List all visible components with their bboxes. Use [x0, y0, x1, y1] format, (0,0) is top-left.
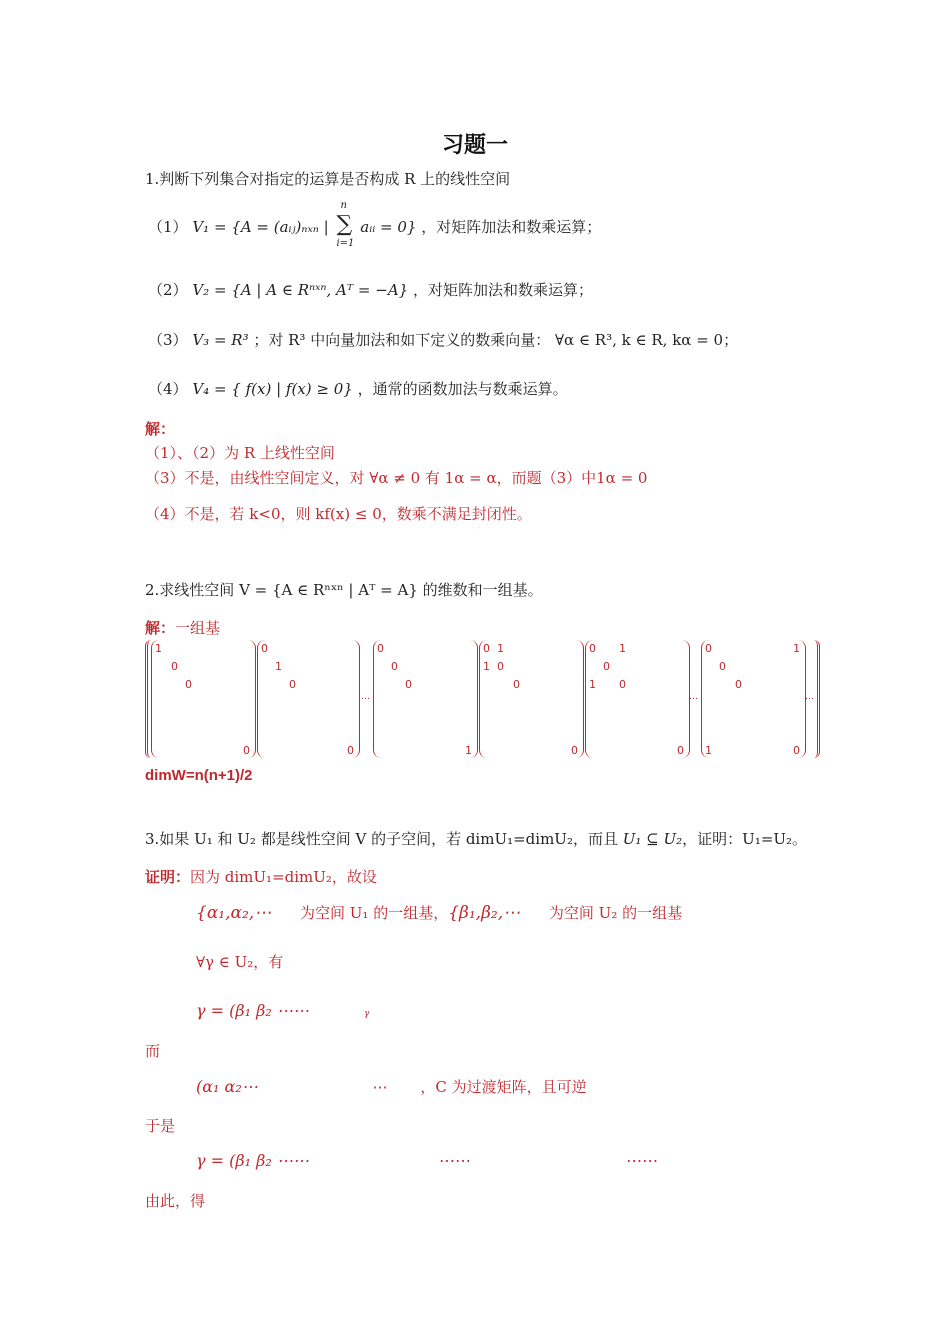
q3-stem-math: U₁ ⊆ U₂	[622, 830, 683, 848]
matrix-5-left-paren	[585, 640, 596, 758]
matrix-1-entry: 0	[185, 678, 192, 691]
matrix-5-entry: 0	[589, 642, 596, 655]
q3-gamma-tail: γ	[363, 1009, 370, 1019]
outer-brace-right	[811, 640, 820, 758]
matrix-4-entry: 0	[483, 642, 490, 655]
q1-item-2-text: ，对矩阵加法和数乘运算；	[413, 281, 594, 299]
page-title: 习题一	[441, 132, 508, 158]
q1-item-4-label: （4）	[148, 380, 188, 398]
matrix-1-entry: 0	[171, 660, 178, 673]
q1-item-1-math: V₁ = {A = (aᵢⱼ)ₙₓₙ |	[192, 218, 334, 236]
q1-item-4-text: ，通常的函数加法与数乘运算。	[357, 380, 568, 398]
matrix-4-entry: 0	[497, 660, 504, 673]
q1-solution-line-3: （4）不是，若 k<0，则 kf(x) ≤ 0，数乘不满足封闭性。	[145, 505, 532, 523]
q1-item-2-label: （2）	[148, 281, 188, 299]
matrix-2-entry: 1	[275, 660, 282, 673]
matrix-6-entry: 0	[735, 678, 742, 691]
q3-stem-a: 3.如果 U₁ 和 U₂ 都是线性空间 V 的子空间，若 dimU₁=dimU₂，而且	[145, 830, 618, 848]
q3-stem-b: ，证明：U₁=U₂。	[682, 830, 808, 848]
q3-yushi: 于是	[145, 1117, 176, 1135]
basis-matrices	[145, 640, 825, 760]
matrix-ellipsis: …	[805, 692, 814, 702]
q1-item-2	[148, 279, 593, 300]
matrix-1-entry: 0	[243, 744, 250, 757]
matrix-4-left-paren	[479, 640, 490, 758]
matrix-4-right-paren	[573, 640, 584, 758]
matrix-5-entry: 1	[589, 678, 596, 691]
q1-item-3-math: V₃ = R³	[192, 331, 249, 349]
matrix-6-entry: 1	[793, 642, 800, 655]
q3-basis-line	[196, 902, 682, 923]
matrix-6-left-paren	[701, 640, 712, 758]
q3-transition-dots: ⋯	[372, 1078, 388, 1096]
matrix-5-entry: 0	[619, 678, 626, 691]
q1-item-3-text: ；对 R³ 中向量加法和如下定义的数乘向量： ∀α ∈ R³, k ∈ R, kα = 0；	[253, 331, 739, 349]
q3-gamma-expansion	[196, 1001, 369, 1020]
matrix-3-entry: 1	[465, 744, 472, 757]
matrix-4-entry: 1	[497, 642, 504, 655]
q3-er: 而	[145, 1042, 161, 1060]
q1-solution-line-1: （1）、（2）为 R 上线性空间	[145, 444, 335, 462]
q1-item-2-math: V₂ = {A | A ∈ Rⁿˣⁿ, Aᵀ = −A}	[192, 281, 409, 299]
matrix-3-entry: 0	[405, 678, 412, 691]
q3-basis-beta-text: 为空间 U₂ 的一组基	[548, 904, 683, 922]
q2-solution	[145, 617, 220, 638]
q3-final-gamma-text: γ = (β₁ β₂ ⋯⋯	[196, 1151, 309, 1170]
q3-proof-intro-text: 因为 dimU₁=dimU₂，故设	[190, 868, 377, 886]
matrix-2-entry: 0	[289, 678, 296, 691]
q1-item-1	[148, 200, 602, 249]
matrix-6-entry: 1	[705, 744, 712, 757]
q1-item-1-math2: aᵢᵢ = 0}	[360, 218, 417, 236]
q1-stem: 1.判断下列集合对指定的运算是否构成 R 上的线性空间	[145, 170, 511, 188]
q2-solution-label: 解：	[145, 619, 176, 637]
matrix-3-entry: 0	[377, 642, 384, 655]
matrix-ellipsis: …	[689, 692, 698, 702]
q1-item-1-label: （1）	[148, 218, 188, 236]
q1-solution-label: 解：	[145, 420, 176, 438]
q3-final-dots-1: ⋯⋯	[438, 1151, 471, 1170]
matrix-2-left-paren	[257, 640, 268, 758]
matrix-2-right-paren	[349, 640, 360, 758]
matrix-1-entry: 1	[155, 642, 162, 655]
q1-item-4	[148, 378, 568, 399]
q3-basis-alpha: {α₁,α₂,⋯	[196, 903, 272, 923]
matrix-5-entry: 0	[677, 744, 684, 757]
q1-item-1-text: ，对矩阵加法和数乘运算；	[421, 218, 602, 236]
matrix-6-entry: 0	[705, 642, 712, 655]
q3-basis-alpha-text: 为空间 U₁ 的一组基，	[300, 904, 449, 922]
matrix-3-entry: 0	[391, 660, 398, 673]
sum-lower: i=1	[336, 238, 355, 249]
q3-proof-intro	[145, 866, 377, 887]
q1-item-3	[148, 329, 738, 350]
q3-proof-label: 证明：	[145, 868, 191, 886]
matrix-2-entry: 0	[347, 744, 354, 757]
q1-solution-line-2: （3）不是，由线性空间定义，对 ∀α ≠ 0 有 1α = α，而题（3）中1α = 0	[145, 469, 648, 487]
matrix-2-entry: 0	[261, 642, 268, 655]
q2-dimension: dimW=n(n+1)/2	[145, 767, 253, 784]
matrix-1-left-paren	[151, 640, 162, 758]
summation-symbol	[333, 200, 355, 249]
q2-solution-text: 一组基	[175, 619, 221, 637]
q3-basis-beta: {β₁,β₂,⋯	[448, 903, 521, 923]
matrix-ellipsis: …	[361, 692, 370, 702]
matrix-3-right-paren	[467, 640, 478, 758]
q2-stem: 2.求线性空间 V = {A ∈ Rⁿˣⁿ | Aᵀ = A} 的维数和一组基。	[145, 581, 543, 599]
q1-item-3-label: （3）	[148, 331, 188, 349]
matrix-3-left-paren	[373, 640, 384, 758]
matrix-4-entry: 0	[571, 744, 578, 757]
sum-upper: n	[340, 200, 347, 211]
matrix-5-entry: 1	[619, 642, 626, 655]
q1-item-4-math: V₄ = { f(x) | f(x) ≥ 0}	[192, 380, 353, 398]
q3-final-dots-2: ⋯⋯	[626, 1151, 659, 1170]
sum-sign: ∑	[336, 212, 353, 237]
q3-gamma-expansion-text: γ = (β₁ β₂ ⋯⋯	[196, 1001, 309, 1020]
q3-forall-line: ∀γ ∈ U₂，有	[196, 953, 284, 971]
matrix-1-right-paren	[245, 640, 256, 758]
q3-transition-line	[196, 1076, 587, 1097]
matrix-5-entry: 0	[603, 660, 610, 673]
matrix-6-entry: 0	[793, 744, 800, 757]
q3-transition-math: (α₁ α₂⋯	[196, 1077, 258, 1096]
matrix-4-entry: 0	[513, 678, 520, 691]
q3-transition-text: ，C 为过渡矩阵，且可逆	[420, 1078, 587, 1096]
matrix-4-entry: 1	[483, 660, 490, 673]
matrix-6-entry: 0	[719, 660, 726, 673]
q3-youci: 由此，得	[145, 1192, 206, 1210]
q3-stem	[145, 828, 807, 849]
q3-final-gamma	[196, 1151, 658, 1170]
